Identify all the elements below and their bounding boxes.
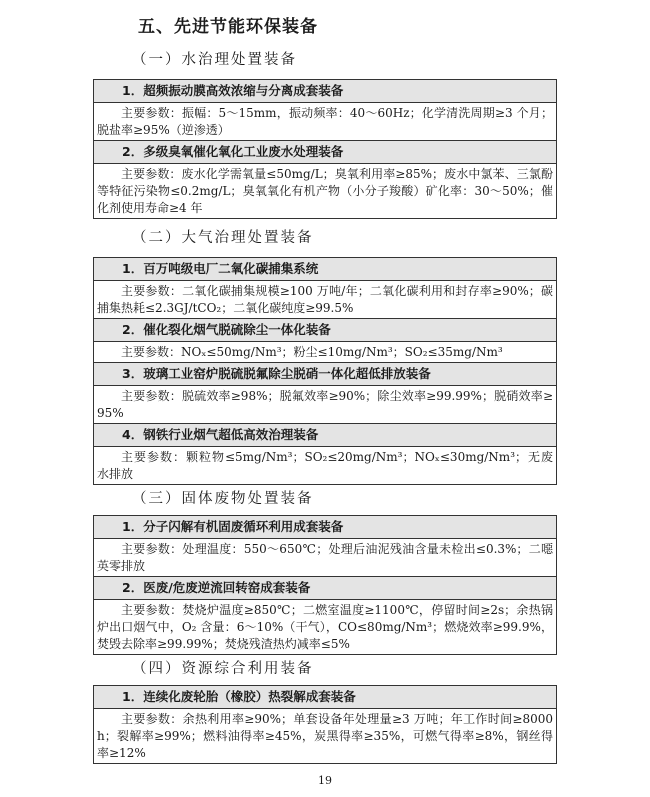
equipment-item-params: 主要参数：余热利用率≥90%；单套设备年处理量≥3 万吨；年工作时间≥8000h；裂解率≥99%；燃料油得率≥45%，炭黑得率≥35%，可燃气得率≥8%，钢丝得率≥12% xyxy=(97,712,553,760)
equipment-table-air xyxy=(93,257,557,485)
equipment-item-title: 2．催化裂化烟气脱硫除尘一体化装备 xyxy=(94,319,556,342)
equipment-item-params: 主要参数：脱硫效率≥98%；脱氟效率≥90%；除尘效率≥99.99%；脱硝效率≥95% xyxy=(97,389,553,420)
equipment-item xyxy=(94,362,556,423)
equipment-item-params: 主要参数：颗粒物≤5mg/Nm³；SO₂≤20mg/Nm³；NOₓ≤30mg/Nm³；无废水排放 xyxy=(97,450,553,481)
section-title-air: （二）大气治理处置装备 xyxy=(132,230,314,246)
equipment-item xyxy=(94,80,556,140)
equipment-item xyxy=(94,140,556,218)
equipment-item-params: 主要参数：处理温度：550～650℃；处理后油泥残油含量未检出≤0.3%；二噁英零排放 xyxy=(97,542,553,573)
equipment-item xyxy=(94,516,556,576)
section-title-solid-waste: （三）固体废物处置装备 xyxy=(132,491,314,507)
equipment-item-title: 1．连续化废轮胎（橡胶）热裂解成套装备 xyxy=(94,686,556,709)
equipment-item-title: 1．百万吨级电厂二氧化碳捕集系统 xyxy=(94,258,556,281)
chapter-title: 五、先进节能环保装备 xyxy=(138,17,318,37)
equipment-item xyxy=(94,686,556,763)
equipment-item-title: 1．分子闪解有机固废循环利用成套装备 xyxy=(94,516,556,539)
section-title-resource: （四）资源综合利用装备 xyxy=(132,661,314,677)
equipment-item xyxy=(94,318,556,362)
equipment-item-title: 1．超频振动膜高效浓缩与分离成套装备 xyxy=(94,80,556,103)
equipment-item xyxy=(94,423,556,484)
equipment-item-params: 主要参数：二氧化碳捕集规模≥100 万吨/年；二氧化碳利用和封存率≥90%；碳捕集热耗≤2.3GJ/tCO₂；二氧化碳纯度≥99.5% xyxy=(97,284,553,315)
equipment-item xyxy=(94,576,556,654)
equipment-item-title: 2．医废/危废逆流回转窑成套装备 xyxy=(94,577,556,600)
equipment-item-title: 4．钢铁行业烟气超低高效治理装备 xyxy=(94,424,556,447)
equipment-table-resource xyxy=(93,685,557,764)
equipment-item xyxy=(94,258,556,318)
equipment-item-params: 主要参数：振幅：5～15mm，振动频率：40～60Hz；化学清洗周期≥3 个月；脱盐率≥95%（逆渗透） xyxy=(97,106,553,137)
equipment-item-title: 3．玻璃工业窑炉脱硫脱氟除尘脱硝一体化超低排放装备 xyxy=(94,363,556,386)
page-number: 19 xyxy=(318,774,332,787)
section-title-water: （一）水治理处置装备 xyxy=(132,52,297,68)
equipment-table-solid-waste xyxy=(93,515,557,655)
equipment-table-water xyxy=(93,79,557,219)
equipment-item-params: 主要参数：NOₓ≤50mg/Nm³；粉尘≤10mg/Nm³；SO₂≤35mg/Nm³ xyxy=(121,345,503,359)
equipment-item-title: 2．多级臭氧催化氧化工业废水处理装备 xyxy=(94,141,556,164)
equipment-item-params: 主要参数：焚烧炉温度≥850℃；二燃室温度≥1100℃，停留时间≥2s；余热锅炉出口烟气中，O₂ 含量：6～10%（干气），CO≤80mg/Nm³；燃烧效率≥99.9%，焚毁去除率≥99.99%；焚烧残渣热灼减率≤5% xyxy=(97,603,553,651)
equipment-item-params: 主要参数：废水化学需氧量≤50mg/L；臭氧利用率≥85%；废水中氯苯、三氯酚等特征污染物≤0.2mg/L；臭氧氧化有机产物（小分子羧酸）矿化率：30～50%；催化剂使用寿命≥4 年 xyxy=(97,167,553,215)
